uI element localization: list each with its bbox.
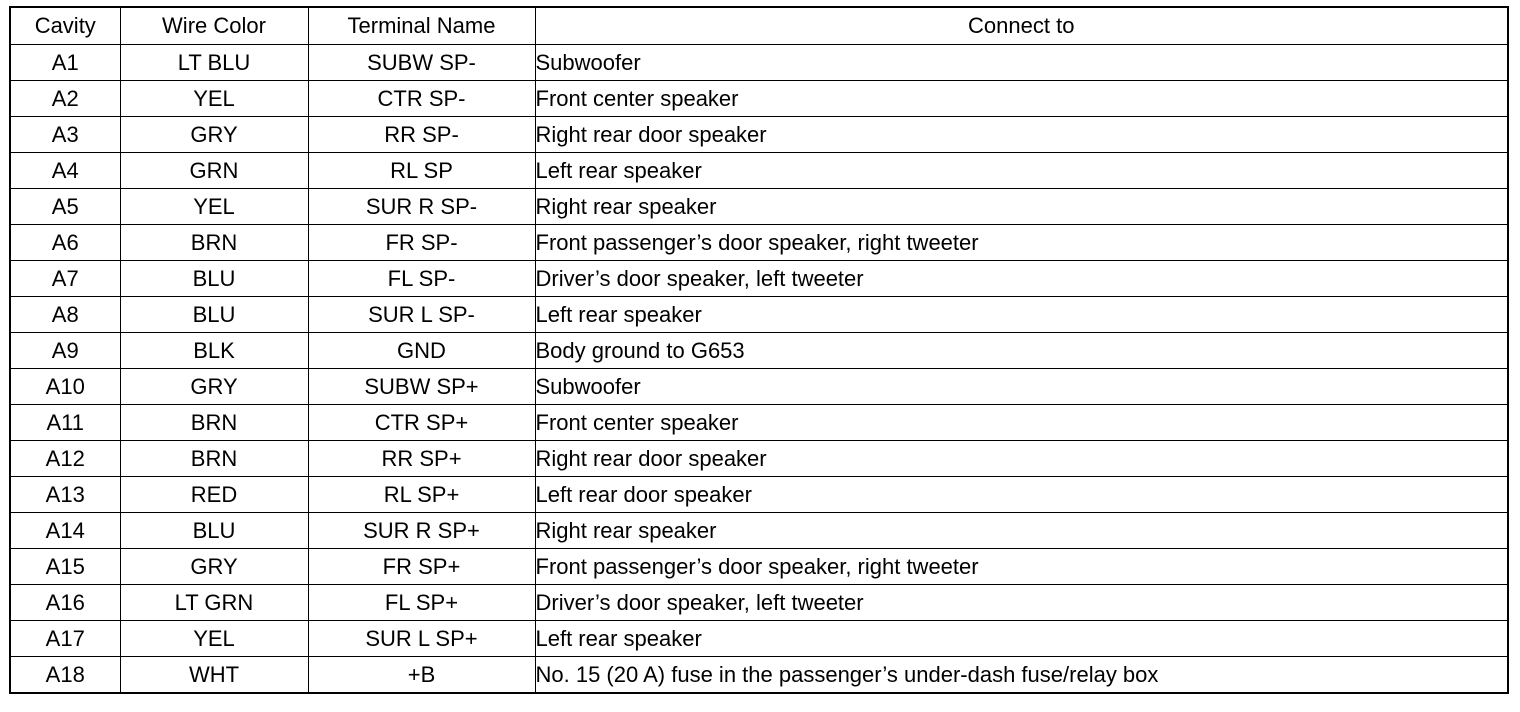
table-header [10, 7, 1508, 45]
header-wire-color: Wire Color [120, 7, 308, 45]
cell-connect-to: Driver’s door speaker, left tweeter [535, 585, 1508, 621]
cell-terminal-name: CTR SP- [308, 81, 535, 117]
cell-cavity: A8 [10, 297, 120, 333]
table-row [10, 549, 1508, 585]
table-row [10, 261, 1508, 297]
cell-connect-to: No. 15 (20 A) fuse in the passenger’s under-dash fuse/relay box [535, 657, 1508, 694]
cell-cavity: A3 [10, 117, 120, 153]
header-terminal-name: Terminal Name [308, 7, 535, 45]
cell-terminal-name: SUBW SP- [308, 45, 535, 81]
cell-wire-color: BRN [120, 441, 308, 477]
table-row [10, 477, 1508, 513]
cell-terminal-name: RL SP+ [308, 477, 535, 513]
table-row [10, 153, 1508, 189]
cell-cavity: A16 [10, 585, 120, 621]
cell-cavity: A10 [10, 369, 120, 405]
cell-wire-color: LT BLU [120, 45, 308, 81]
cell-terminal-name: FL SP- [308, 261, 535, 297]
table-row [10, 513, 1508, 549]
cell-cavity: A1 [10, 45, 120, 81]
cell-connect-to: Front passenger’s door speaker, right tweeter [535, 225, 1508, 261]
cell-connect-to: Subwoofer [535, 45, 1508, 81]
cell-connect-to: Front center speaker [535, 405, 1508, 441]
cell-cavity: A15 [10, 549, 120, 585]
table-row [10, 117, 1508, 153]
cell-cavity: A4 [10, 153, 120, 189]
cell-wire-color: BLU [120, 261, 308, 297]
cell-connect-to: Driver’s door speaker, left tweeter [535, 261, 1508, 297]
cell-connect-to: Right rear door speaker [535, 117, 1508, 153]
cell-connect-to: Front center speaker [535, 81, 1508, 117]
cell-terminal-name: SUR L SP+ [308, 621, 535, 657]
table-row [10, 657, 1508, 694]
cell-wire-color: BLU [120, 513, 308, 549]
cell-wire-color: GRY [120, 549, 308, 585]
cell-terminal-name: SUR R SP- [308, 189, 535, 225]
cell-wire-color: GRY [120, 117, 308, 153]
cell-wire-color: GRY [120, 369, 308, 405]
cell-connect-to: Left rear speaker [535, 153, 1508, 189]
cell-cavity: A11 [10, 405, 120, 441]
table-row [10, 585, 1508, 621]
table-row [10, 333, 1508, 369]
cell-connect-to: Subwoofer [535, 369, 1508, 405]
cell-connect-to: Left rear door speaker [535, 477, 1508, 513]
table-row [10, 81, 1508, 117]
cell-cavity: A17 [10, 621, 120, 657]
cell-wire-color: WHT [120, 657, 308, 694]
cell-wire-color: BLK [120, 333, 308, 369]
cell-connect-to: Left rear speaker [535, 297, 1508, 333]
cell-cavity: A14 [10, 513, 120, 549]
cell-cavity: A6 [10, 225, 120, 261]
cell-connect-to: Body ground to G653 [535, 333, 1508, 369]
cell-terminal-name: RR SP+ [308, 441, 535, 477]
table-row [10, 441, 1508, 477]
cell-terminal-name: SUR L SP- [308, 297, 535, 333]
table-row [10, 45, 1508, 81]
cell-cavity: A7 [10, 261, 120, 297]
cell-wire-color: BRN [120, 405, 308, 441]
header-connect-to: Connect to [535, 7, 1508, 45]
cell-wire-color: RED [120, 477, 308, 513]
cell-wire-color: YEL [120, 81, 308, 117]
cell-wire-color: YEL [120, 189, 308, 225]
cell-wire-color: BRN [120, 225, 308, 261]
cell-terminal-name: FR SP- [308, 225, 535, 261]
cell-connect-to: Right rear door speaker [535, 441, 1508, 477]
table-row [10, 189, 1508, 225]
cell-connect-to: Front passenger’s door speaker, right tweeter [535, 549, 1508, 585]
cell-cavity: A13 [10, 477, 120, 513]
cell-terminal-name: SUBW SP+ [308, 369, 535, 405]
cell-cavity: A18 [10, 657, 120, 694]
table-row [10, 225, 1508, 261]
cell-terminal-name: GND [308, 333, 535, 369]
cell-wire-color: GRN [120, 153, 308, 189]
cell-cavity: A9 [10, 333, 120, 369]
cell-terminal-name: SUR R SP+ [308, 513, 535, 549]
cell-cavity: A2 [10, 81, 120, 117]
cell-terminal-name: +B [308, 657, 535, 694]
cell-terminal-name: FR SP+ [308, 549, 535, 585]
connector-pinout-table [9, 6, 1509, 694]
table-body [10, 45, 1508, 694]
cell-terminal-name: RL SP [308, 153, 535, 189]
table-row [10, 369, 1508, 405]
table-row [10, 297, 1508, 333]
cell-connect-to: Left rear speaker [535, 621, 1508, 657]
cell-terminal-name: RR SP- [308, 117, 535, 153]
cell-wire-color: BLU [120, 297, 308, 333]
cell-terminal-name: CTR SP+ [308, 405, 535, 441]
header-cavity: Cavity [10, 7, 120, 45]
cell-terminal-name: FL SP+ [308, 585, 535, 621]
table-row [10, 405, 1508, 441]
cell-connect-to: Right rear speaker [535, 513, 1508, 549]
cell-connect-to: Right rear speaker [535, 189, 1508, 225]
cell-cavity: A5 [10, 189, 120, 225]
header-row [10, 7, 1508, 45]
cell-wire-color: YEL [120, 621, 308, 657]
table-row [10, 621, 1508, 657]
cell-cavity: A12 [10, 441, 120, 477]
cell-wire-color: LT GRN [120, 585, 308, 621]
